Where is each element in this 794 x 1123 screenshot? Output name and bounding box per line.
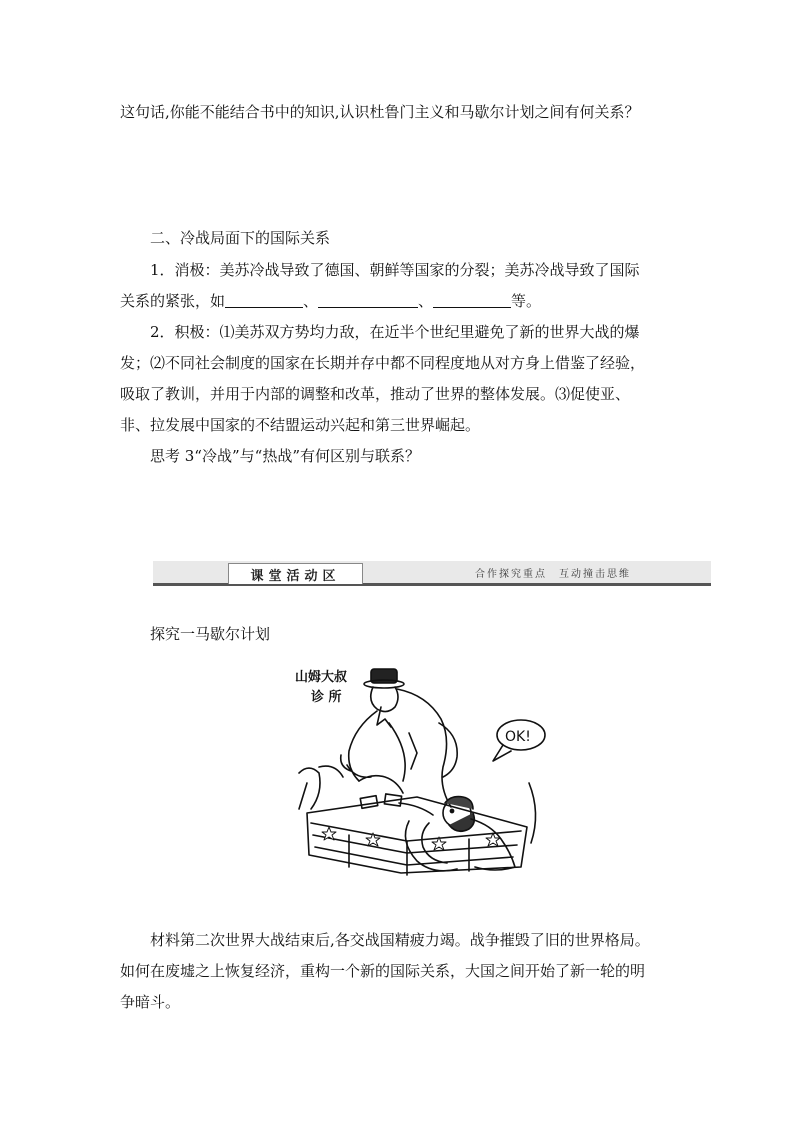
material-line3: 争暗斗。 — [120, 993, 181, 1011]
positive-line4: 非、拉发展中国家的不结盟运动兴起和第三世界崛起。 — [120, 416, 481, 434]
flag-draped-table — [299, 766, 536, 875]
fill-blank-3[interactable] — [433, 293, 511, 308]
explore1-title: 探究一马歇尔计划 — [150, 625, 271, 643]
positive-line1: 2．积极：⑴美苏双方势均力敌，在近半个世纪里避免了新的世界大战的爆 — [150, 323, 640, 341]
separator-1: 、 — [303, 292, 319, 310]
material-line1: 材料第二次世界大战结束后,各交战国精疲力竭。战争摧毁了旧的世界格局。 — [150, 931, 650, 949]
section2-heading: 二、冷战局面下的国际关系 — [150, 229, 331, 247]
negative-line1: 1．消极：美苏冷战导致了德国、朝鲜等国家的分裂；美苏冷战导致了国际 — [150, 261, 640, 279]
uncle-sam-clinic-cartoon — [289, 663, 547, 887]
positive-line2: 发；⑵不同社会制度的国家在长期并存中都不同程度地从对方身上借鉴了经验， — [120, 354, 646, 372]
positive-line3: 吸取了教训，并用于内部的调整和改革，推动了世界的整体发展。⑶促使亚、 — [120, 385, 631, 403]
negative-line2-suffix: 等。 — [511, 292, 542, 310]
classroom-activity-banner — [153, 561, 711, 587]
speech-bubble-text: OK! — [505, 729, 531, 745]
negative-line2 — [120, 291, 541, 311]
question-top: 这句话,你能不能结合书中的知识,认识杜鲁门主义和马歇尔计划之间有何关系？ — [120, 103, 640, 121]
uncle-sam-doctor-figure — [341, 669, 457, 807]
negative-line2-prefix: 关系的紧张，如 — [120, 292, 226, 310]
fill-blank-1[interactable] — [225, 293, 303, 308]
banner-tab-label: 课堂活动区 — [228, 563, 363, 584]
fill-blank-2[interactable] — [318, 293, 418, 308]
cartoon-sign-line1: 山姆大叔 — [295, 670, 348, 685]
banner-slogan: 合作探究重点 互动撞击思维 — [475, 569, 631, 580]
separator-2: 、 — [418, 292, 434, 310]
material-line2: 如何在废墟之上恢复经济，重构一个新的国际关系，大国之间开始了新一轮的明 — [120, 962, 646, 980]
cartoon-sign-line2: 诊 所 — [311, 690, 342, 705]
cartoon-illustration — [289, 663, 547, 887]
speech-bubble — [493, 720, 545, 761]
think3-question: 思考 3“冷战”与“热战”有何区别与联系？ — [150, 447, 420, 465]
